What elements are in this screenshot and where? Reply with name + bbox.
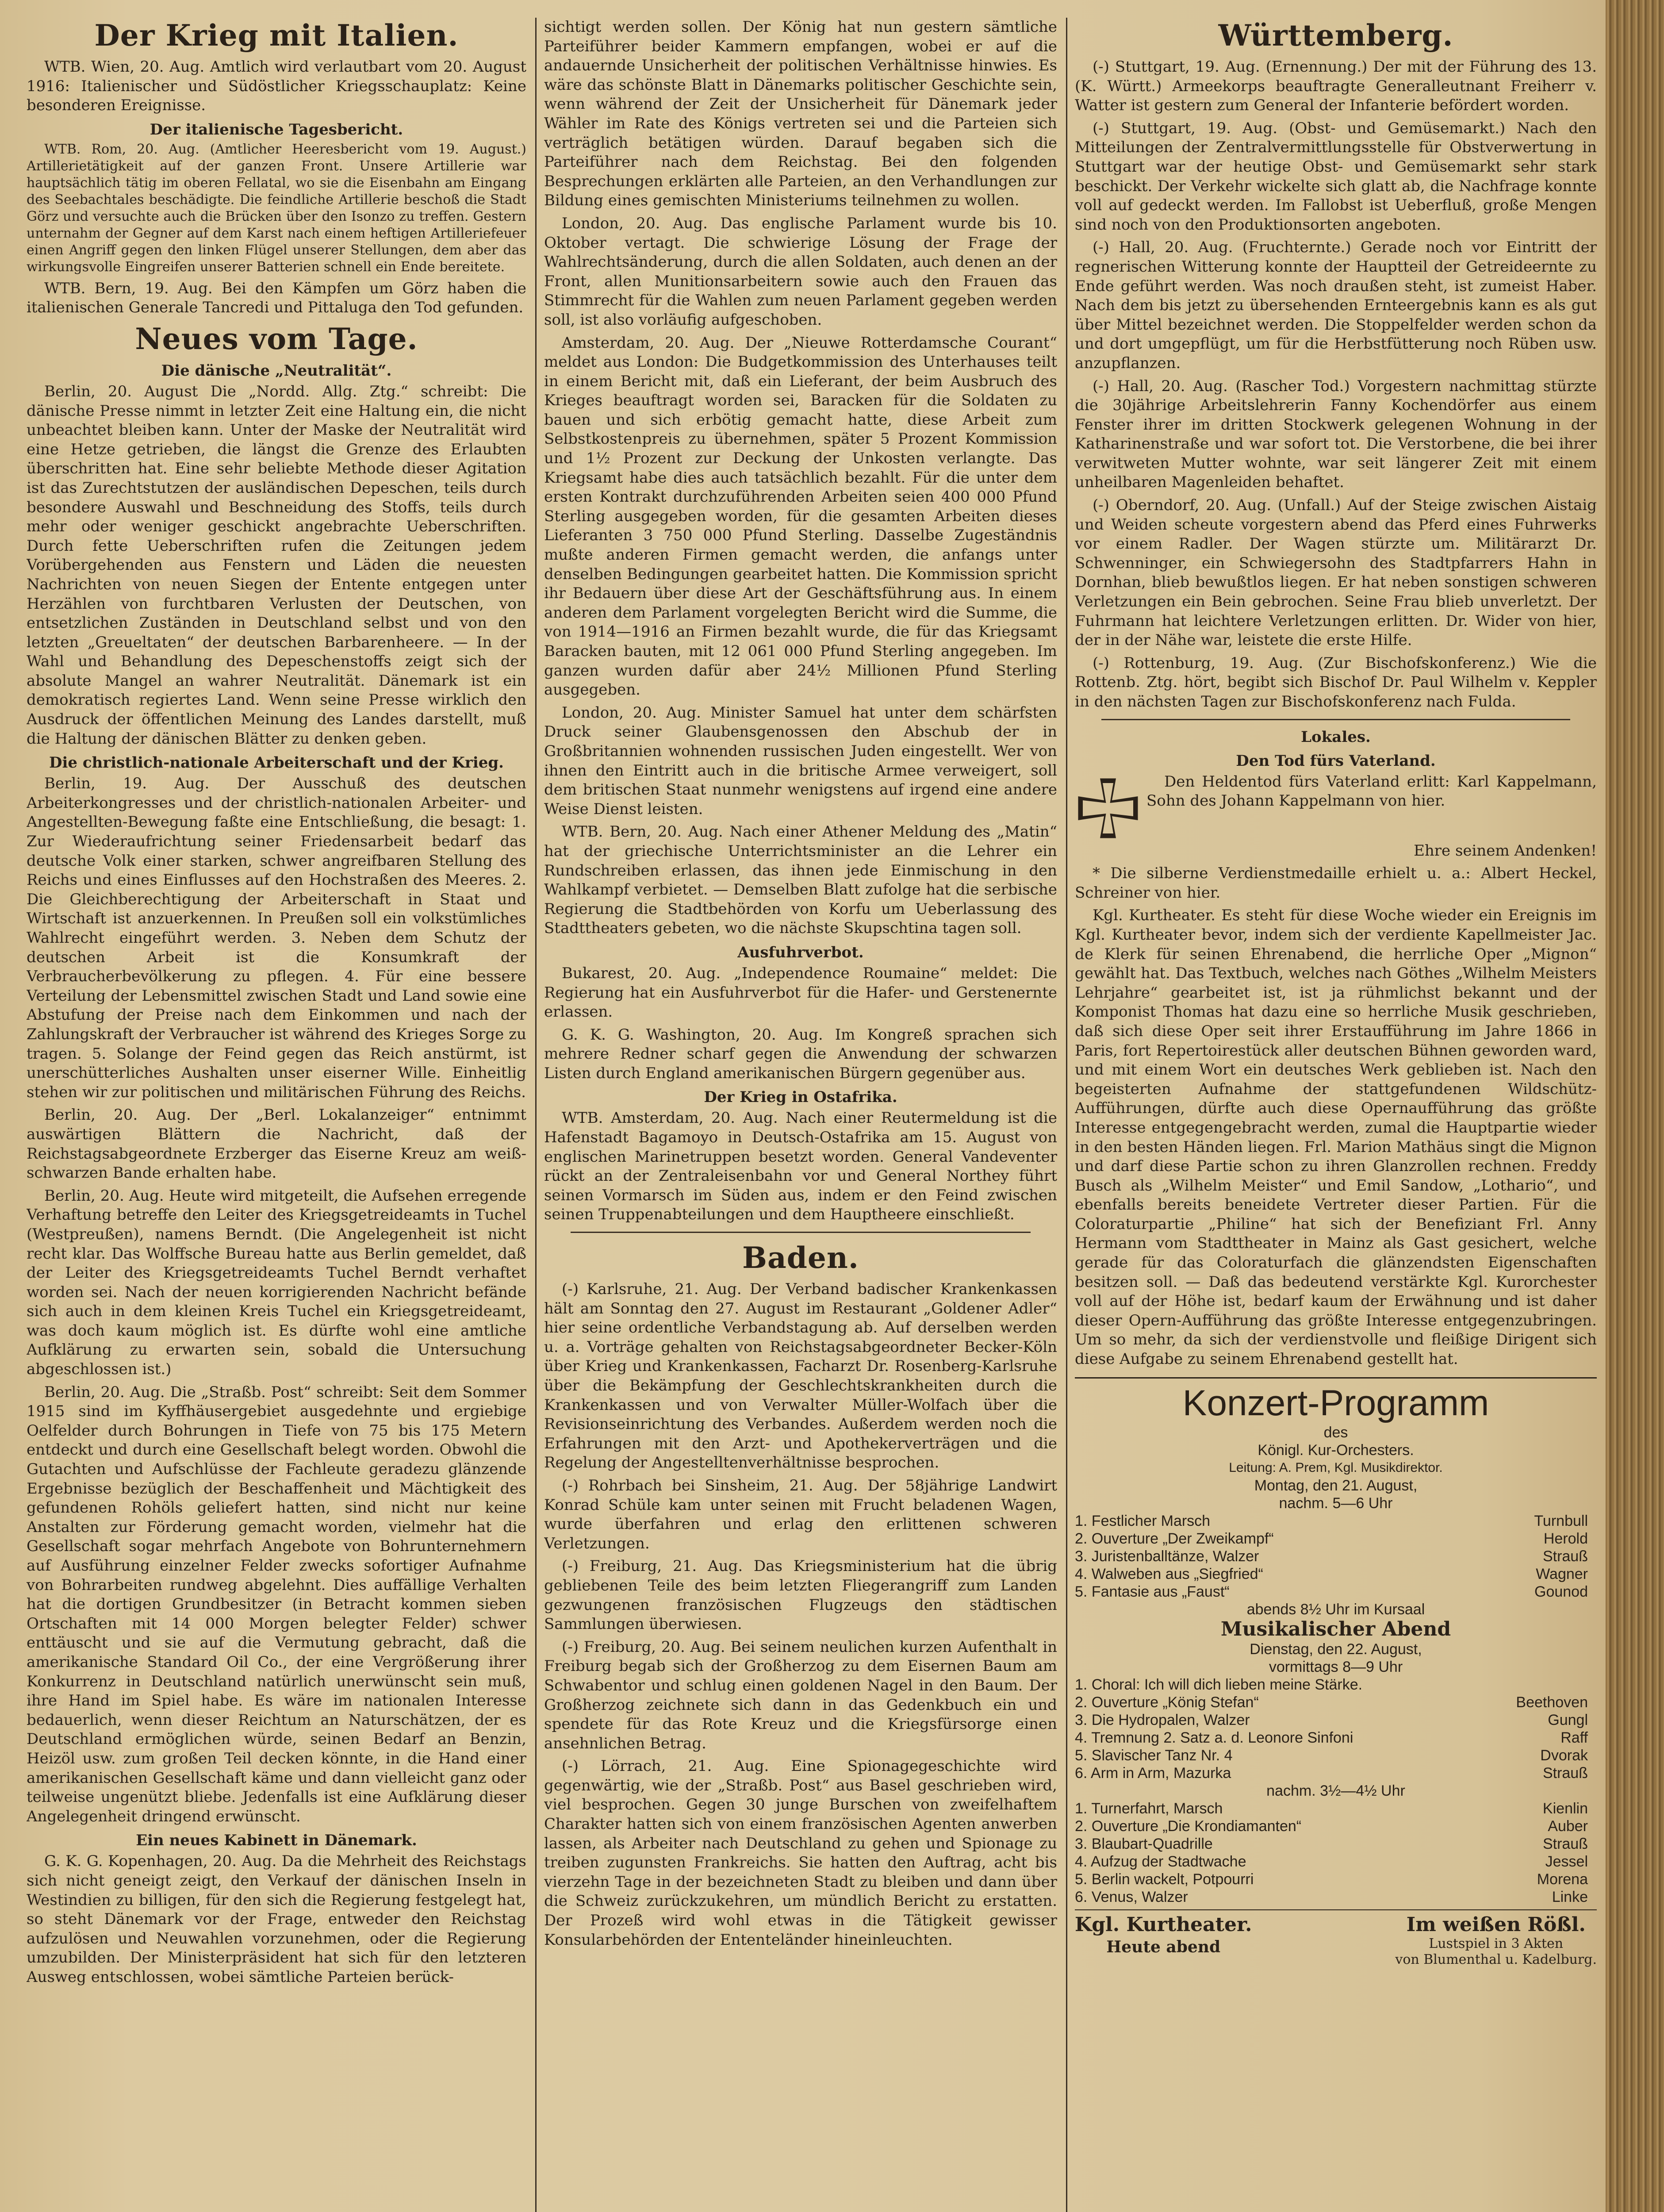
ad-kurtheater-title: Kgl. Kurtheater.	[1075, 1913, 1252, 1936]
article-kopenhagen: G. K. G. Kopenhagen, 20. Aug. Da die Mehrheit des Reichstags sich nicht geneigt zeigt, den Verkauf der dänischen Inseln in Westindien zu billigen, für den sich die Regierung festgelegt hat, so steht Dänemark vor der Frage, entweder den Reichstag aufzulösen und Neuwahlen vorzunehmen, oder die Regierung umzubilden. Der Ministerpräsident hat sich für den letzteren Ausweg entschlossen, wobei sämtliche Parteien berück-	[27, 1852, 526, 1986]
concert-item-title: 4. Tremnung 2. Satz a. d. Leonore Sinfoni	[1075, 1729, 1353, 1746]
section-divider	[571, 1232, 1031, 1233]
concert-item-composer: Beethoven	[1516, 1694, 1588, 1711]
concert-item-title: 4. Walweben aus „Siegfried“	[1075, 1565, 1263, 1582]
ad-roessl-sub: Lustspiel in 3 Akten	[1429, 1936, 1564, 1951]
concert-item-title: 5. Berlin wackelt, Potpourri	[1075, 1870, 1254, 1888]
concert-item-composer: Jessel	[1545, 1853, 1588, 1870]
heading-daenische-neutralitaet: Die dänische „Neutralität“.	[161, 361, 392, 380]
concert-list-3	[1075, 1800, 1597, 1906]
concert-item-composer: Strauß	[1542, 1835, 1588, 1852]
heading-ausfuhrverbot: Ausfuhrverbot.	[737, 943, 864, 961]
heading-tod-vaterland: Den Tod fürs Vaterland.	[1236, 752, 1436, 770]
ad-roessl-title: Im weißen Rößl.	[1406, 1913, 1586, 1936]
article-hall-2: (-) Hall, 20. Aug. (Rascher Tod.) Vorgestern nachmittag stürzte die 30jährige Arbeitslehrerin Fanny Kochendörfer aus einem Fenster ihrer im dritten Stockwerk gelegenen Wohnung in der Katharinenstraße und war sofort tot. Die Verstorbene, die bei ihrer verwitweten Mutter wohnte, war seit längerer Zeit mit einem unheilbaren Magenleiden behaftet.	[1075, 377, 1597, 492]
concert-item	[1075, 1729, 1597, 1747]
concert-item	[1075, 1548, 1597, 1565]
concert-item	[1075, 1800, 1597, 1817]
concert-item-title: 1. Choral: Ich will dich lieben meine Stärke.	[1075, 1676, 1363, 1693]
article-stuttgart-2: (-) Stuttgart, 19. Aug. (Obst- und Gemüsemarkt.) Nach den Mitteilungen der Zentralvermittlungsstelle für Obstverwertung in Stuttgart war der heutige Obst- und Gemüsemarkt sehr stark beschickt. Der Verkehr wickelte sich glatt ab, die Nachfrage konnte voll auf gedeckt werden. Im Fallobst ist Ueberfluß, große Mengen sind noch von den Produktionsorten angeboten.	[1075, 119, 1597, 234]
concert-time-3: nachm. 3½—4½ Uhr	[1266, 1782, 1405, 1799]
article-rom: WTB. Rom, 20. Aug. (Amtlicher Heeresbericht vom 19. August.) Artillerietätigkeit auf der ganzen Front. Unsere Artillerie war hauptsächlich tätig im oberen Fellatal, wo sie die Eisenbahn am Eingang des Seebachtales beschädigte. Die feindliche Artillerie beschoß die Stadt Görz und versuchte auch die Brücken über den Isonzo zu treffen. Gestern unternahm der Gegner auf dem Karst nach einem heftigen Artilleriefeuer einen Angriff gegen den linken Flügel unserer Stellungen, dem aber das wirkungsvolle Eingreifen unserer Batterien schnell ein Ende bereitete.	[27, 141, 526, 275]
concert-orchestra: Königl. Kur-Orchesters.	[1258, 1441, 1414, 1459]
article-london-1: London, 20. Aug. Das englische Parlament wurde bis 10. Oktober vertagt. Die schwierige Lösung der Frage der Wahlrechtsänderung, durch die allen Soldaten, auch denen an der Front, allen Munitionsarbeitern sowie auch den Frauen das Stimmrecht für die Wahlen zum neuen Parlament gegeben werden soll, ist also vorläufig aufgeschoben.	[544, 214, 1057, 329]
concert-item-composer: Turnbull	[1534, 1512, 1588, 1529]
concert-item-title: 2. Ouverture „Der Zweikampf“	[1075, 1530, 1274, 1547]
heading-wuerttemberg: Württemberg.	[1218, 18, 1453, 53]
concert-item-title: 3. Blaubart-Quadrille	[1075, 1835, 1213, 1852]
article-kurtheater: Kgl. Kurtheater. Es steht für diese Woche wieder ein Ereignis im Kgl. Kurtheater bevor, indem sich der verdiente Kapellmeister Jac. de Klerk für seinen Ehrenabend, die herrliche Oper „Mignon“ gewählt hat. Das Textbuch, welches nach Göthes „Wilhelm Meisters Lehrjahre“ gearbeitet ist, ist ja rühmlichst bekannt und der Komponist Thomas hat dazu eine so herrliche Musik geschrieben, daß sich diese Oper seit ihrer Erstaufführung im Jahre 1866 in Paris, fort Repertoirestück aller deutschen Bühnen geworden ward, und mit einem Wort ein deutsches Werk geblieben ist. Nach den begeisterten Aufnahme der stattgefundenen Wildschütz-Aufführungen, dürfte auch diese Opernaufführung das größte Interesse entgegengebracht werden, zumal die Hauptpartie wieder in den besten Händen liegen. Frl. Marion Mathäus singt die Mignon und darf diese Partie schon zu ihren Glanzrollen rechnen. Freddy Busch als „Wilhelm Meister“ und Emil Sandow, „Lothario“, und ebenfalls bereits beneidete Vertreter dieser Partien. Für die Coloraturpartie „Philine“ hat sich der Benefiziant Frl. Anny Hermann vom Stadttheater in Mainz als Gast gesichert, welche gerade für das Coloraturfach die glänzendsten Eigenschaften besitzen soll. — Daß das bedeutend verstärkte Kgl. Kurorchester voll auf der Höhe ist, bedarf kaum der Erwähnung und ist daher dieser Opern-Aufführung das größte Interesse entgegenzubringen. Um so mehr, da sich der verdienstvolle und fleißige Dirigent sich diese Aufgabe zu seinem Ehrenabend gestellt hat.	[1075, 906, 1597, 1368]
concert-item-title: 4. Aufzug der Stadtwache	[1075, 1853, 1246, 1870]
concert-evening: abends 8½ Uhr im Kursaal	[1246, 1601, 1425, 1618]
article-bukarest: Bukarest, 20. Aug. „Independence Roumaine“ meldet: Die Regierung hat ein Ausfuhrverbot für die Hafer- und Gerstenernte erlassen.	[544, 964, 1057, 1021]
heading-christlich-national: Die christlich-nationale Arbeiterschaft und der Krieg.	[49, 754, 504, 772]
article-stuttgart-1: (-) Stuttgart, 19. Aug. (Ernennung.) Der mit der Führung des 13. (K. Württ.) Armeekorps beauftragte Generalleutnant Freiherr v. Watter ist gestern zum General der Infanterie befördert worden.	[1075, 58, 1597, 115]
concert-item	[1075, 1676, 1597, 1694]
ad-roessl-authors: von Blumenthal u. Kadelburg.	[1395, 1951, 1597, 1967]
concert-item-composer: Gungl	[1548, 1711, 1588, 1728]
article-london-2: London, 20. Aug. Minister Samuel hat unter dem schärfsten Druck seiner Glaubensgenossen den Abschub der in Großbritannien wohnenden russischen Juden eingestellt. Wer von ihnen den Eintritt auch in die britische Armee verweigert, soll dem britischen Staat nunmehr wenigstens auf irgend eine andere Weise Dienst leisten.	[544, 703, 1057, 818]
concert-item-composer: Auber	[1548, 1817, 1588, 1835]
concert-day-2: Dienstag, den 22. August,	[1250, 1640, 1422, 1658]
heading-baden: Baden.	[742, 1240, 859, 1275]
article-wien: WTB. Wien, 20. Aug. Amtlich wird verlautbart vom 20. August 1916: Italienischer und Südöstlicher Kriegsschauplatz: Keine besonderen Ereignisse.	[27, 58, 526, 115]
concert-item	[1075, 1512, 1597, 1530]
concert-title: Konzert-Programm	[1182, 1382, 1489, 1423]
concert-item-title: 1. Turnerfahrt, Marsch	[1075, 1800, 1223, 1817]
concert-day-1: Montag, den 21. August,	[1254, 1477, 1418, 1494]
concert-item-composer: Strauß	[1542, 1548, 1588, 1565]
ad-weisses-roessl	[1395, 1914, 1597, 1968]
concert-item-composer: Gounod	[1534, 1583, 1588, 1600]
concert-item	[1075, 1583, 1597, 1601]
concert-item-title: 6. Venus, Walzer	[1075, 1888, 1188, 1905]
ad-divider	[1075, 1909, 1597, 1910]
concert-item-title: 6. Arm in Arm, Mazurka	[1075, 1764, 1231, 1782]
concert-item	[1075, 1565, 1597, 1583]
concert-item-composer: Strauß	[1542, 1764, 1588, 1782]
article-bern: WTB. Bern, 19. Aug. Bei den Kämpfen um Görz haben die italienischen Generale Tancredi und Pittaluga den Tod gefunden.	[27, 279, 526, 317]
article-rohrbach: (-) Rohrbach bei Sinsheim, 21. Aug. Der 58jährige Landwirt Konrad Schüle kam unter seinen mit Frucht beladenen Wagen, wurde überfahren und erlag den erlittenen schweren Verletzungen.	[544, 1476, 1057, 1552]
concert-item-title: 5. Slavischer Tanz Nr. 4	[1075, 1747, 1233, 1764]
concert-item	[1075, 1817, 1597, 1835]
heading-lokales: Lokales.	[1301, 728, 1371, 746]
concert-item	[1075, 1764, 1597, 1782]
concert-item-composer: Linke	[1552, 1888, 1588, 1905]
article-berlin-3: Berlin, 20. Aug. Der „Berl. Lokalanzeiger“ entnimmt auswärtigen Blättern die Nachricht, daß der Reichstagsabgeordnete Erzberger das Eiserne Kreuz am weiß-schwarzen Bande erhalten habe.	[27, 1106, 526, 1182]
concert-item	[1075, 1835, 1597, 1853]
concert-list-2	[1075, 1676, 1597, 1782]
concert-item-composer: Dvorak	[1540, 1747, 1588, 1764]
article-medaille: * Die silberne Verdienstmedaille erhielt u. a.: Albert Heckel, Schreiner von hier.	[1075, 864, 1597, 902]
article-hall-1: (-) Hall, 20. Aug. (Fruchternte.) Gerade noch vor Eintritt der regnerischen Witterung konnte der Hauptteil der Getreideernte zu Ende geführt werden. Was noch draußen steht, ist zumeist Haber. Nach dem bis jetzt zu übersehenden Ernteergebnis kann es als gut über Mittel bezeichnet werden. Die Stoppelfelder werden schon da und dort umgepflügt, um für die Herbstfütterung noch Rüben usw. anzupflanzen.	[1075, 238, 1597, 372]
heading-ital-tagesbericht: Der italienische Tagesbericht.	[150, 120, 403, 138]
concert-item	[1075, 1870, 1597, 1888]
concert-des: des	[1323, 1424, 1348, 1441]
concert-item	[1075, 1747, 1597, 1764]
article-heldentod: Den Heldentod fürs Vaterland erlitt: Karl Kappelmann, Sohn des Johann Kappelmann von hier.	[1146, 772, 1597, 810]
concert-item-title: 5. Fantasie aus „Faust“	[1075, 1583, 1230, 1600]
article-ostafrika: WTB. Amsterdam, 20. Aug. Nach einer Reutermeldung ist die Hafenstadt Bagamoyo in Deutsch-Ostafrika am 15. August von englischen Marinetruppen besetzt worden. General Vandeventer rückt an der Zentraleisenbahn vor und General Northey führt seinen Vormarsch im Süden aus, indem er den Feind zwischen seinen Truppenabteilungen und dem Hauptheere einschließt.	[544, 1109, 1057, 1224]
column-1	[27, 18, 526, 2212]
iron-cross-icon	[1075, 775, 1141, 841]
column-2	[544, 18, 1057, 2212]
heading-neues-vom-tage: Neues vom Tage.	[135, 321, 418, 356]
article-karlsruhe: (-) Karlsruhe, 21. Aug. Der Verband badischer Krankenkassen hält am Sonntag den 27. August im Restaurant „Goldener Adler“ hier seine ordentliche Verbandstagung ab. Auf derselben werden u. a. Vorträge gehalten von Reichstagsabgeordneter Becker-Köln über Krieg und Krankenkassen, Facharzt Dr. Rosenberg-Karlsruhe über die Bekämpfung der Geschlechtskrankheiten durch die Krankenkassen und von Verwalter Müller-Wolfach über die Revisionseinrichtung des Verbandes. Außerdem werden noch die Erfahrungen mit den Arzt- und Apothekerverträgen und die Regelung der Angestelltenverhältnisse besprochen.	[544, 1280, 1057, 1472]
ad-kurtheater	[1075, 1914, 1252, 1968]
concert-item-composer: Morena	[1537, 1870, 1588, 1888]
concert-leader: Leitung: A. Prem, Kgl. Musikdirektor.	[1229, 1460, 1443, 1475]
concert-item	[1075, 1888, 1597, 1906]
concert-item-composer: Herold	[1543, 1530, 1588, 1547]
article-kopenhagen-cont: sichtigt werden sollen. Der König hat nun gestern sämtliche Parteiführer beider Kammern empfangen, wobei er auf die andauernde Unsicherheit der politischen Verhältnisse hinwies. Es wäre das schönste Blatt in Dänemarks politischer Geschichte sein, wenn während der Zeit der Unsicherheit für Dänemark jeder Wähler im Rate des Königs vertreten sei und die Parteien sich verträglich betätigen würden. Darauf begaben sich die Parteiführer nach dem Reichstag. Bei den folgenden Besprechungen erklärten alle Parteien, an den Verhandlungen zur Bildung eines gemischten Ministeriums teilnehmen zu wollen.	[544, 18, 1057, 210]
article-bern-2: WTB. Bern, 20. Aug. Nach einer Athener Meldung des „Matin“ hat der griechische Unterrichtsminister an die Lehrer ein Rundschreiben erlassen, das ihnen jede Einmischung in den Wahlkampf verbietet. — Demselben Blatt zufolge hat die serbische Regierung die Stadtbehörden von Korfu um Ueberlassung des Stadttheaters gebeten, wo die nächste Skupschtina tagen soll.	[544, 823, 1057, 937]
article-washington: G. K. G. Washington, 20. Aug. Im Kongreß sprachen sich mehrere Redner scharf gegen die Anwendung der schwarzen Listen durch England amerikanischen Bürgern gegenüber aus.	[544, 1025, 1057, 1082]
ad-kurtheater-time: Heute abend	[1106, 1937, 1221, 1956]
column-rule	[1066, 18, 1067, 2212]
article-oberndorf: (-) Oberndorf, 20. Aug. (Unfall.) Auf der Steige zwischen Aistaig und Weiden scheute vorgestern abend das Pferd eines Fuhrwerks vor einem Radler. Der Wagen stürzte um. Militärarzt Dr. Schwenninger, ein Schwiegersohn des Stadtpfarrers Hahn in Dornhan, blieb bewußtlos liegen. Er hat neben sonstigen schweren Verletzungen ein Bein gebrochen. Seine Frau blieb unverletzt. Der Fuhrmann hat leichtere Verletzungen erlitten. Dr. Wider von hier, der in der Nähe war, leistete die erste Hilfe.	[1075, 496, 1597, 649]
column-rule	[535, 18, 537, 2212]
concert-item	[1075, 1711, 1597, 1729]
concert-item-title: 3. Juristenballtänze, Walzer	[1075, 1548, 1259, 1565]
ads-row	[1075, 1914, 1597, 1968]
concert-item-title: 2. Ouverture „Die Krondiamanten“	[1075, 1817, 1302, 1835]
concert-item-composer: Wagner	[1536, 1565, 1588, 1582]
article-berlin-2: Berlin, 19. Aug. Der Ausschuß des deutschen Arbeiterkongresses und der christlich-nationalen Arbeiter- und Angestellten-Bewegung faßte eine Entschließung, die besagt: 1. Zur Wiederaufrichtung seiner Friedensarbeit bedarf das deutsche Volk einer starken, schwer angreifbaren Stellung des Reichs und eines Einflusses auf den Hochstraßen des Meeres. 2. Die Gleichberechtigung der Arbeiterschaft in Staat und Wirtschaft ist anzuerkennen. In Preußen soll ein volkstümliches Wahlrecht eingeführt werden. 3. Neben dem Schutz der deutschen Arbeit ist die Konsumkraft der Verbraucherbevölkerung zu pflegen. 4. Für eine bessere Verteilung der Lebensmittel zwischen Stadt und Land sowie eine Abstufung der Preise nach dem Einkommen und nach der Zahlungskraft der Verbraucher ist während des Krieges Sorge zu tragen. 5. Solange der Feind gegen das Reich anstürmt, ist unerschütterliches Aushalten unser eiserner Wille. Einheitlig stehen wir zur politischen und militärischen Führung des Reichs.	[27, 775, 526, 1101]
article-amsterdam: Amsterdam, 20. Aug. Der „Nieuwe Rotterdamsche Courant“ meldet aus London: Die Budgetkommission des Unterhauses teilt in einem Bericht mit, daß ein Lieferant, der beim Ausbruch des Krieges beauftragt worden sei, Baracken für die Soldaten zu bauen und sich erbötig gemacht hatte, diese Arbeit zum Selbstkostenpreis zu übernehmen, später 5 Prozent Kommission und 1½ Prozent zur Deckung der Unkosten verlangte. Das Kriegsamt habe dies auch tatsächlich bezahlt. Für die unter dem ersten Kontrakt durchzuführenden Arbeiten seien 400 000 Pfund Sterling ausgegeben worden, für die gesamten Arbeiten dieses Lieferanten 3 750 000 Pfund Sterling. Dasselbe Zugeständnis mußte anderen Firmen gemacht werden, die anfangs unter denselben Bedingungen gearbeitet hatten. Die Kommission spricht ihr Bedauern über diese Art der Geschäftsführung aus. In einem anderen dem Parlament vorgelegten Bericht wird die Summe, die von 1914—1916 an Firmen bezahlt wurde, die für das Kriegsamt Baracken bauten, mit 12 061 000 Pfund Sterling angegeben. Im ganzen wurden dafür aber 24½ Millionen Pfund Sterling ausgegeben.	[544, 334, 1057, 699]
concert-item-composer: Raff	[1560, 1729, 1588, 1746]
concert-list-1	[1075, 1512, 1597, 1601]
article-freiburg-2: (-) Freiburg, 20. Aug. Bei seinem neulichen kurzen Aufenthalt in Freiburg begab sich der Großherzog zu dem Eisernen Baum am Schwabentor und schlug einen goldenen Nagel in den Baum. Der Großherzog zeichnete sich dann in das Gedenkbuch ein und spendete für das Rote Kreuz und die Kriegsfürsorge einen ansehnlichen Betrag.	[544, 1638, 1057, 1752]
heading-krieg-italien: Der Krieg mit Italien.	[94, 18, 459, 53]
concert-item-title: 2. Ouverture „König Stefan“	[1075, 1694, 1259, 1711]
article-rottenburg: (-) Rottenburg, 19. Aug. (Zur Bischofskonferenz.) Wie die Rottenb. Ztg. hört, begibt sich Bischof Dr. Paul Wilhelm v. Keppler in den nächsten Tagen zur Bischofskonferenz nach Fulda.	[1075, 654, 1597, 710]
concert-time-1: nachm. 5—6 Uhr	[1279, 1494, 1393, 1512]
article-loerrach: (-) Lörrach, 21. Aug. Eine Spionagegeschichte wird gegenwärtig, wie der „Straßb. Post“ aus Basel geschrieben wird, viel besprochen. Gegen 30 junge Burschen von zweifelhaftem Charakter hatten sich von einem französischen Agenten anwerben lassen, als Arbeiter nach Deutschland zu gehen und Spionage zu treiben zugunsten Frankreichs. Sie hatten den Auftrag, acht bis vierzehn Tage in der bezeichneten Stadt zu bleiben und dann über die Schweiz zurückzukehren, um mündlich Bericht zu erstatten. Der Prozeß wird wohl etwas in die Tätigkeit gewisser Konsularbehörden der Ententeländer hineinleuchten.	[544, 1757, 1057, 1949]
article-berlin-4: Berlin, 20. Aug. Heute wird mitgeteilt, die Aufsehen erregende Verhaftung betreffe den Leiter des Kriegsgetreideamts in Tuchel (Westpreußen), namens Berndt. (Die Angelegenheit ist nicht recht klar. Das Wolffsche Bureau hatte aus Berlin gemeldet, daß der Leiter des Kriegsgetreideamts Tuchel Berndt verhaftet worden sei. Nach der neuen korrigierenden Nachricht befände sich auch in dem kleinen Kreis Tuchel ein Kriegsgetreideamt, was doch kaum möglich ist. Es dürfte wohl eine amtliche Aufklärung zu erwarten sein, sobald die Untersuchung abgeschlossen ist.)	[27, 1187, 526, 1379]
memorial-line: Ehre seinem Andenken!	[1414, 841, 1597, 860]
section-divider	[1101, 719, 1570, 720]
article-berlin-5: Berlin, 20. Aug. Die „Straßb. Post“ schreibt: Seit dem Sommer 1915 sind im Kyffhäusergebiet ausgedehnte und ergiebige Oelfelder durch Bohrungen in Tiefe von 75 bis 175 Metern entdeckt und durch eine Gesellschaft belegt worden. Obwohl die Gutachten und Aufschlüsse der Fachleute geradezu glänzende Ergebnisse bezüglich der Beschaffenheit und Mächtigkeit des gefundenen Rohöls geliefert hatten, sind nicht nur keine Anstalten zur Förderung gemacht worden, vielmehr hat die Gesellschaft sogar mehrfach Angebote von Bohrunternehmern auf Ausführung einzelner Felder zwecks sofortiger Aufnahme von Bohrarbeiten rundweg abgelehnt. Dies auffällige Verhalten hat die dortigen Grundbesitzer (in Betracht kommen sieben Ortschaften mit 14 000 Morgen belegter Felder) schwer enttäuscht und sie auf die Vermutung gebracht, daß die amerikanische Standard Oil Co., der eine Vergrößerung ihrer Konkurrenz in Deutschland natürlich unerwünscht sein muß, ihre Hand im Spiel habe. Es wäre im nationalen Interesse bedauerlich, wenn dieser Reichtum an Naturschätzen, der es Deutschland ermöglichen würde, seinen Bedarf an Benzin, Heizöl usw. zum großen Teil decken könnte, in die Hand einer amerikanischen Gesellschaft käme und dann vielleicht ganz oder teilweise ungenützt bliebe. Jedenfalls ist eine Aufklärung dieser Angelegenheit dringend erwünscht.	[27, 1383, 526, 1825]
concert-item	[1075, 1694, 1597, 1711]
heading-ostafrika: Der Krieg in Ostafrika.	[704, 1088, 897, 1106]
article-freiburg-1: (-) Freiburg, 21. Aug. Das Kriegsministerium hat die übrig gebliebenen Teile des beim letzten Fliegerangriff zum Landen gezwungenen französischen Flugzeugs den städtischen Sammlungen überwiesen.	[544, 1557, 1057, 1633]
heading-neues-kabinett: Ein neues Kabinett in Dänemark.	[136, 1832, 417, 1850]
concert-item-composer: Kienlin	[1542, 1800, 1588, 1817]
concert-item-title: 1. Festlicher Marsch	[1075, 1512, 1211, 1529]
concert-musik-abend: Musikalischer Abend	[1220, 1617, 1451, 1640]
column-3	[1075, 18, 1597, 2212]
concert-program	[1075, 1377, 1597, 1968]
concert-time-2: vormittags 8—9 Uhr	[1269, 1658, 1403, 1675]
page-edge	[1606, 0, 1664, 2212]
concert-item	[1075, 1853, 1597, 1870]
concert-item	[1075, 1530, 1597, 1548]
article-berlin-1: Berlin, 20. August Die „Nordd. Allg. Ztg.“ schreibt: Die dänische Presse nimmt in letzter Zeit eine Haltung ein, die nicht unbeachtet bleiben kann. Unter der Maske der Neutralität wird eine Hetze getrieben, die längst die Grenze des Erlaubten überschritten hat. Eine sehr beliebte Methode dieser Agitation ist das Zurechtstutzen der ausländischen Depeschen, teils durch besondere Auswahl und Beschneidung des Stoffs, teils durch mehr oder weniger geschickt angebrachte Ueberschriften. Durch fette Ueberschriften rufen die Zeitungen jedem Vorübergehenden aus Fenstern und Läden die neuesten Nachrichten von neuen Siegen der Entente entgegen unter Herzählen von furchtbaren Verlusten der Deutschen, von entsetzlichen Zuständen in Deutschland selbst und von den letzten „Greueltaten“ der deutschen Barbarenheere. — In der Wahl und Behandlung des Depeschenstoffs zeigt sich der absolute Mangel an wahrer Neutralität. Dänemark ist ein demokratisch regiertes Land. Wenn seine Presse wirklich den Ausdruck der öffentlichen Meinung des Landes darstellt, muß die Haltung der dänischen Blätter zu denken geben.	[27, 382, 526, 748]
concert-item-title: 3. Die Hydropalen, Walzer	[1075, 1711, 1250, 1728]
